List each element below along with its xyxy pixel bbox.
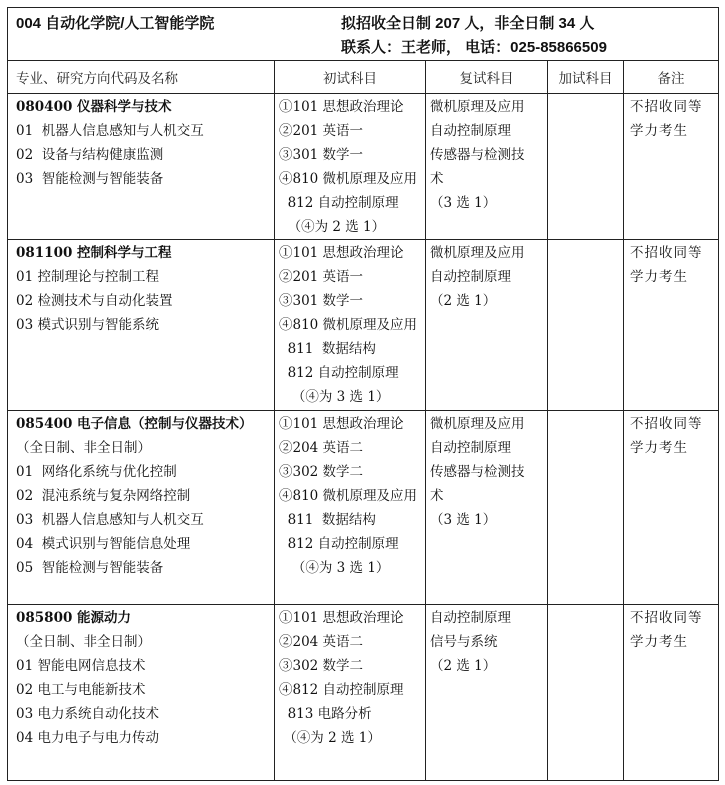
contact-info: 联系人：王老师， 电话：025-85866509 (341, 39, 607, 56)
cell-line: （④为 2 选 1） (279, 730, 381, 746)
note-cell (624, 411, 719, 605)
extra-subjects-cell (548, 94, 624, 240)
cell-line: 811 数据结构 (279, 341, 376, 357)
cell-line: 传感器与检测技 (430, 464, 525, 480)
cell-line: 传感器与检测技 (430, 147, 525, 163)
cell-line: （2 选 1） (430, 293, 497, 309)
note-cell (624, 94, 719, 240)
cell-line: ①101 思想政治理论 (279, 610, 404, 626)
cell-line: ④810 微机原理及应用 (279, 171, 418, 187)
cell-line: 不招收同等 (630, 245, 703, 261)
cell-line: ②204 英语二 (279, 440, 364, 456)
cell-line: ④810 微机原理及应用 (279, 488, 418, 504)
table-row (8, 240, 719, 411)
column-header: 复试科目 (426, 61, 548, 94)
cell-line: （全日制、非全日制） (16, 440, 151, 456)
cell-line: 不招收同等 (630, 99, 703, 115)
cell-line: 学力考生 (630, 634, 688, 650)
retest-subjects-cell (426, 240, 548, 411)
enrollment-quota: 拟招收全日制 207 人，非全日制 34 人 (341, 15, 595, 32)
admissions-table (7, 7, 719, 781)
cell-line: 812 自动控制原理 (279, 365, 399, 381)
cell-line: （3 选 1） (430, 195, 497, 211)
cell-line: 04 电力电子与电力传动 (16, 730, 159, 746)
cell-line: 03 电力系统自动化技术 (16, 706, 159, 722)
cell-line: 自动控制原理 (430, 610, 511, 626)
column-header: 加试科目 (548, 61, 624, 94)
cell-line: 01 智能电网信息技术 (16, 658, 146, 674)
cell-line: 学力考生 (630, 440, 688, 456)
table-row (8, 411, 719, 605)
extra-subjects-cell (548, 411, 624, 605)
retest-subjects-cell (426, 411, 548, 605)
cell-line: ②201 英语一 (279, 269, 364, 285)
cell-line: 812 自动控制原理 (279, 195, 399, 211)
cell-line: 术 (430, 171, 444, 187)
cell-line: ①101 思想政治理论 (279, 245, 404, 261)
major-title: 080400 仪器科学与技术 (16, 99, 172, 115)
cell-line: ①101 思想政治理论 (279, 416, 404, 432)
cell-line: 学力考生 (630, 123, 688, 139)
enrollment-info (341, 12, 607, 60)
cell-line: 01 机器人信息感知与人机交互 (16, 123, 204, 139)
cell-line: 微机原理及应用 (430, 416, 525, 432)
cell-line: （3 选 1） (430, 512, 497, 528)
cell-line: 04 模式识别与智能信息处理 (16, 536, 191, 552)
cell-line: ④810 微机原理及应用 (279, 317, 418, 333)
column-header: 专业、研究方向代码及名称 (8, 61, 275, 94)
cell-line: ②204 英语二 (279, 634, 364, 650)
cell-line: 信号与系统 (430, 634, 498, 650)
column-header-row (8, 61, 719, 94)
note-cell (624, 240, 719, 411)
table-title-row (8, 8, 719, 61)
cell-line: ②201 英语一 (279, 123, 364, 139)
cell-line: 不招收同等 (630, 416, 703, 432)
extra-subjects-cell (548, 605, 624, 781)
column-header: 备注 (624, 61, 719, 94)
cell-line: ③302 数学二 (279, 464, 364, 480)
cell-line: ①101 思想政治理论 (279, 99, 404, 115)
major-cell (8, 240, 275, 411)
cell-line: ③301 数学一 (279, 293, 364, 309)
major-cell (8, 605, 275, 781)
cell-line: 自动控制原理 (430, 123, 511, 139)
cell-line: 01 控制理论与控制工程 (16, 269, 159, 285)
exam-subjects-cell (275, 411, 426, 605)
cell-line: 02 电工与电能新技术 (16, 682, 146, 698)
major-title: 085400 电子信息（控制与仪器技术） (16, 416, 253, 432)
cell-line: （④为 3 选 1） (279, 560, 390, 576)
exam-subjects-cell (275, 94, 426, 240)
table-row (8, 605, 719, 781)
major-cell (8, 411, 275, 605)
major-title: 081100 控制科学与工程 (16, 245, 172, 261)
cell-line: （④为 3 选 1） (279, 389, 390, 405)
retest-subjects-cell (426, 605, 548, 781)
cell-line: （④为 2 选 1） (279, 219, 386, 235)
cell-line: 不招收同等 (630, 610, 703, 626)
cell-line: 01 网络化系统与优化控制 (16, 464, 177, 480)
cell-line: 813 电路分析 (279, 706, 372, 722)
cell-line: （全日制、非全日制） (16, 634, 151, 650)
cell-line: ③301 数学一 (279, 147, 364, 163)
cell-line: 03 机器人信息感知与人机交互 (16, 512, 204, 528)
cell-line: 03 模式识别与智能系统 (16, 317, 159, 333)
cell-line: 02 混沌系统与复杂网络控制 (16, 488, 191, 504)
cell-line: 自动控制原理 (430, 440, 511, 456)
cell-line: ④812 自动控制原理 (279, 682, 404, 698)
cell-line: 05 智能检测与智能装备 (16, 560, 164, 576)
major-cell (8, 94, 275, 240)
retest-subjects-cell (426, 94, 548, 240)
note-cell (624, 605, 719, 781)
cell-line: 811 数据结构 (279, 512, 376, 528)
cell-line: 03 智能检测与智能装备 (16, 171, 164, 187)
cell-line: 微机原理及应用 (430, 99, 525, 115)
major-title: 085800 能源动力 (16, 610, 132, 626)
column-header: 初试科目 (275, 61, 426, 94)
cell-line: 02 设备与结构健康监测 (16, 147, 164, 163)
cell-line: 812 自动控制原理 (279, 536, 399, 552)
exam-subjects-cell (275, 240, 426, 411)
table-row (8, 94, 719, 240)
cell-line: 自动控制原理 (430, 269, 511, 285)
cell-line: ③302 数学二 (279, 658, 364, 674)
cell-line: 02 检测技术与自动化装置 (16, 293, 173, 309)
extra-subjects-cell (548, 240, 624, 411)
cell-line: 微机原理及应用 (430, 245, 525, 261)
exam-subjects-cell (275, 605, 426, 781)
cell-line: 学力考生 (630, 269, 688, 285)
cell-line: （2 选 1） (430, 658, 497, 674)
school-name: 004 自动化学院/人工智能学院 (16, 15, 215, 32)
cell-line: 术 (430, 488, 444, 504)
